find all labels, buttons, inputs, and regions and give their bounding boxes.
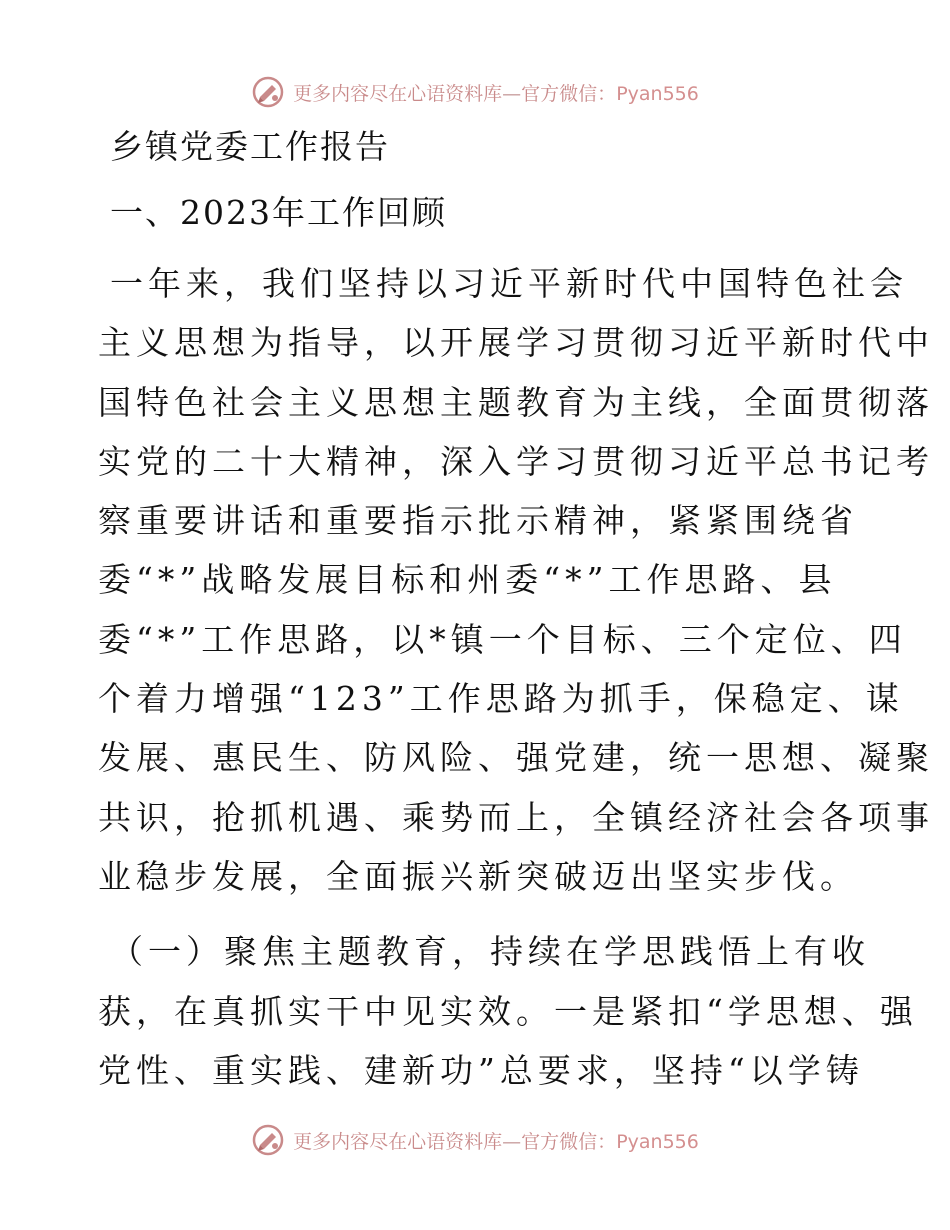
paragraph-line: 个着力增强“123”工作思路为抓手，保稳定、谋: [98, 679, 904, 719]
watermark-main-text: 更多内容尽在心语资料库: [293, 82, 503, 105]
watermark-dash: —: [502, 82, 522, 105]
paragraph-line: 察重要讲话和重要指示批示精神，紧紧围绕省: [98, 501, 858, 541]
watermark-label: 官方微信：: [521, 1130, 617, 1153]
document-title: 乡镇党委工作报告: [110, 127, 390, 166]
paragraph-theme-education: [98, 922, 918, 1100]
paragraph-line: 委“*”战略发展目标和州委“*”工作思路、县: [98, 560, 837, 600]
paragraph-line: 共识，抢抓机遇、乘势而上，全镇经济社会各项事: [98, 797, 934, 837]
watermark-header: [0, 72, 950, 112]
watermark-handle: Pyan556: [616, 82, 699, 105]
paragraph-line: 实党的二十大精神，深入学习贯彻习近平总书记考: [98, 441, 934, 481]
paragraph-line: 党性、重实践、建新功”总要求，坚持“以学铸: [98, 1050, 864, 1090]
paragraph-line: （一）聚焦主题教育，持续在学思践悟上有收: [110, 932, 870, 972]
watermark-text: [293, 1127, 699, 1154]
watermark-footer: [0, 1120, 950, 1160]
paragraph-line: 委“*”工作思路，以*镇一个目标、三个定位、四: [98, 619, 907, 659]
section-heading: 一、2023年工作回顾: [110, 193, 447, 232]
book-pen-logo-icon: [251, 75, 285, 109]
paragraph-line: 主义思想为指导，以开展学习贯彻习近平新时代中: [98, 323, 934, 363]
paragraph-line: 获，在真抓实干中见实效。一是紧扣“学思想、强: [98, 991, 918, 1031]
watermark-main-text: 更多内容尽在心语资料库: [293, 1130, 503, 1153]
paragraph-line: 发展、惠民生、防风险、强党建，统一思想、凝聚: [98, 738, 934, 778]
watermark-handle: Pyan556: [616, 1130, 699, 1153]
paragraph-line: 一年来，我们坚持以习近平新时代中国特色社会: [110, 264, 908, 303]
book-pen-logo-icon: [251, 1123, 285, 1157]
watermark-label: 官方微信：: [521, 82, 617, 105]
paragraph-review: [98, 254, 934, 906]
paragraph-line: 国特色社会主义思想主题教育为主线，全面贯彻落: [98, 382, 934, 422]
watermark-text: [293, 79, 699, 106]
paragraph-line: 业稳步发展，全面振兴新突破迈出坚实步伐。: [98, 856, 858, 896]
document-body: [98, 118, 934, 1100]
watermark-dash: —: [502, 1130, 522, 1153]
